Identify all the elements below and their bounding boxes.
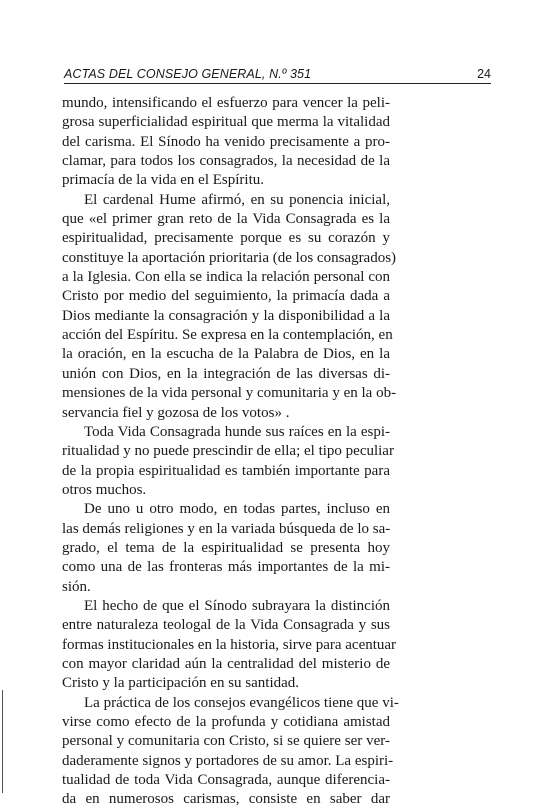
text-line: sión. xyxy=(62,578,91,595)
text-line: Toda Vida Consagrada hunde sus raíces en la espi- xyxy=(84,423,390,440)
text-line: de la propia espiritualidad es también importante para xyxy=(62,462,390,479)
body-text xyxy=(62,94,399,810)
running-header xyxy=(64,64,491,86)
text-line: El hecho de que el Sínodo subrayara la distinción xyxy=(84,597,390,614)
text-line: las demás religiones y en la variada búsqueda de lo sa- xyxy=(62,520,391,537)
header-title: ACTAS DEL CONSEJO GENERAL, N.º 351 xyxy=(64,67,312,81)
text-line: Dios mediante la consagración y la disponibilidad a la xyxy=(62,307,390,324)
text-line: daderamente signos y portadores de su amor. La espiri- xyxy=(62,752,394,769)
text-line: la oración, en la escucha de la Palabra de Dios, en la xyxy=(62,346,390,363)
text-line: Cristo por medio del seguimiento, la primacía dada a xyxy=(62,288,390,305)
text-line: mundo, intensificando el esfuerzo para vencer la peli- xyxy=(62,95,390,111)
text-line: clamar, para todos los consagrados, la necesidad de la xyxy=(62,153,390,170)
page-number: 24 xyxy=(477,67,491,81)
text-line: espiritualidad, precisamente porque es su corazón y xyxy=(62,230,390,247)
text-line: servancia fiel y gozosa de los votos» . xyxy=(62,404,290,421)
text-line: constituye la aportación prioritaria (de los consagrados) xyxy=(62,249,397,266)
text-line: con mayor claridad aún la centralidad del misterio de xyxy=(62,655,390,672)
text-line: unión con Dios, en la integración de las diversas di- xyxy=(62,365,390,382)
text-line: La práctica de los consejos evangélicos tiene que vi- xyxy=(84,694,399,711)
text-line: primacía de la vida en el Espíritu. xyxy=(62,172,265,189)
text-line: entre naturaleza teologal de la Vida Consagrada y sus xyxy=(62,617,390,634)
text-line: como una de las fronteras más importantes de la mi- xyxy=(62,559,390,576)
text-line: personal y comunitaria con Cristo, si se quiere ser ver- xyxy=(62,733,390,750)
text-line: tualidad de toda Vida Consagrada, aunque diferencia- xyxy=(62,772,390,789)
text-line: mensiones de la vida personal y comunitaria y en la ob- xyxy=(62,385,397,402)
text-line: El cardenal Hume afirmó, en su ponencia inicial, xyxy=(84,191,390,208)
text-line: que «el primer gran reto de la Vida Consagrada es la xyxy=(62,211,390,228)
text-line: Cristo y la participación en su santidad. xyxy=(62,675,300,692)
text-line: da en numerosos carismas, consiste en saber dar xyxy=(62,791,390,808)
text-line: De uno u otro modo, en todas partes, incluso en xyxy=(84,501,390,518)
text-line: virse como efecto de la profunda y cotidiana amistad xyxy=(62,714,390,730)
text-line: grado, el tema de la espiritualidad se presenta hoy xyxy=(62,539,390,556)
text-line: grosa superficialidad espiritual que merma la vitalidad xyxy=(62,114,390,131)
text-line: acción del Espíritu. Se expresa en la contemplación, en xyxy=(62,327,393,344)
margin-rule xyxy=(2,690,3,793)
text-line: a la Iglesia. Con ella se indica la relación personal con xyxy=(62,269,390,286)
text-line: ritualidad y no puede prescindir de ella; el tipo peculiar xyxy=(62,443,394,460)
text-line: del carisma. El Sínodo ha venido precisamente a pro- xyxy=(62,133,390,150)
header-rule xyxy=(64,83,491,84)
text-line: otros muchos. xyxy=(62,481,147,498)
text-line: formas institucionales en la historia, sirve para acentuar xyxy=(62,636,397,653)
